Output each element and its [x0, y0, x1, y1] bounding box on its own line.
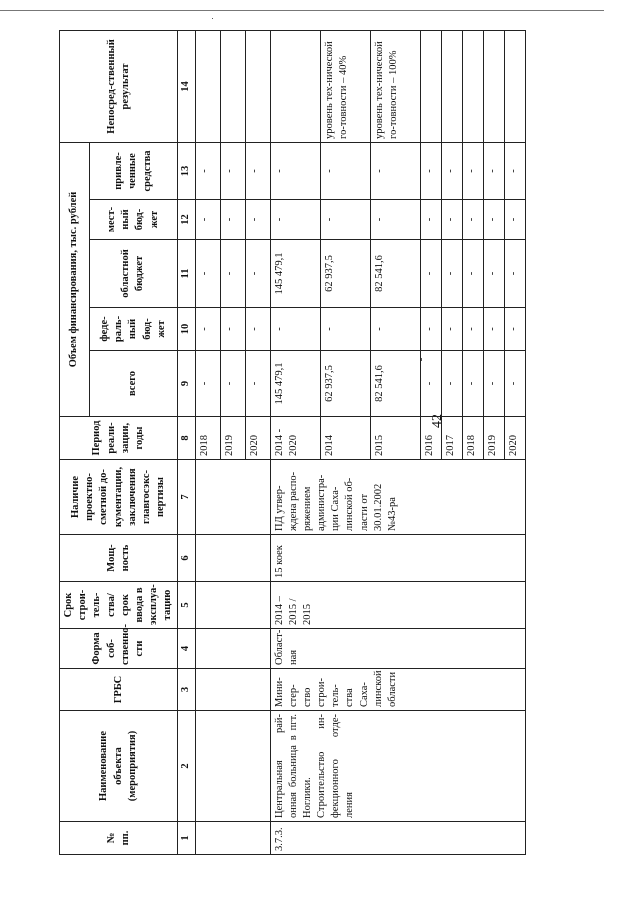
rotated-table-container — [59, 31, 559, 855]
cell-attracted: - — [483, 142, 504, 199]
cell-period: 2016 — [420, 417, 441, 460]
table-row — [195, 30, 220, 854]
col-number: 14 — [178, 30, 195, 142]
header-docs: Наличие проектно-сметной до-кументации, заключения главгосэкс-пертизы — [60, 460, 178, 535]
cell-local: - — [462, 200, 483, 240]
cell-result: уровень тех-нической го-товности – 100% — [370, 30, 420, 142]
cell-period: 2019 — [483, 417, 504, 460]
cell-period: 2020 — [245, 417, 270, 460]
col-number: 13 — [178, 142, 195, 199]
cell-period: 2014 — [320, 417, 370, 460]
cell-grbs: Мини-стер-ство строи-тель-ства Саха-линской области — [270, 669, 525, 711]
cell-power-empty — [195, 535, 270, 582]
cell-total: - — [220, 351, 245, 417]
col-number: 10 — [178, 308, 195, 351]
cell-result — [270, 30, 320, 142]
header-term: Срок строи-тель-ства/срок ввода в эксплуа-тацию — [60, 582, 178, 629]
page-number: 42 — [430, 414, 445, 428]
col-number: 2 — [178, 711, 195, 822]
cell-attracted: - — [220, 142, 245, 199]
scan-mark — [212, 18, 213, 19]
cell-ownership: Област-ная — [270, 629, 525, 669]
cell-term-empty — [195, 582, 270, 629]
cell-total: - — [441, 351, 462, 417]
cell-regional: 82 541,6 — [370, 240, 420, 308]
cell-federal: - — [320, 308, 370, 351]
cell-term: 2014 – 2015 / 2015 — [270, 582, 525, 629]
cell-local: - — [270, 200, 320, 240]
cell-period: 2017 — [441, 417, 462, 460]
cell-federal: - — [462, 308, 483, 351]
cell-period: 2018 — [195, 417, 220, 460]
header-regional: областной бюджет — [89, 240, 178, 308]
cell-attracted: - — [195, 142, 220, 199]
header-grbs: ГРБС — [60, 669, 178, 711]
cell-local: - — [320, 200, 370, 240]
cell-total: - — [504, 351, 525, 417]
col-number: 12 — [178, 200, 195, 240]
cell-regional: - — [420, 240, 441, 308]
cell-regional: 145 479,1 — [270, 240, 320, 308]
cell-grbs-empty — [195, 669, 270, 711]
cell-total: - — [420, 351, 441, 417]
cell-attracted: - — [504, 142, 525, 199]
col-number: 6 — [178, 535, 195, 582]
cell-attracted: - — [420, 142, 441, 199]
header-power: Мощ-ность — [60, 535, 178, 582]
cell-federal: - — [195, 308, 220, 351]
cell-regional: - — [441, 240, 462, 308]
col-number: 1 — [178, 822, 195, 855]
cell-attracted: - — [320, 142, 370, 199]
cell-total: - — [245, 351, 270, 417]
cell-local: - — [195, 200, 220, 240]
header-federal: феде-раль-ный бюд-жет — [89, 308, 178, 351]
cell-attracted: - — [441, 142, 462, 199]
cell-period: 2019 — [220, 417, 245, 460]
header-ownership: Форма соб-ственно-сти — [60, 629, 178, 669]
cell-power: 15 коек — [270, 535, 525, 582]
cell-period: 2018 — [462, 417, 483, 460]
cell-federal: - — [420, 308, 441, 351]
cell-total: 145 479,1 — [270, 351, 320, 417]
cell-regional: 62 937,5 — [320, 240, 370, 308]
cell-regional: - — [462, 240, 483, 308]
header-local: мест-ный бюд-жет — [89, 200, 178, 240]
cell-ownership-empty — [195, 629, 270, 669]
cell-num-empty — [195, 822, 270, 855]
cell-regional: - — [483, 240, 504, 308]
financing-table — [59, 30, 526, 855]
cell-result — [220, 30, 245, 142]
cell-name: Центральная рай-онная больница в пгт. Ноглики. Строительство ин-фекционного отде-ления — [270, 711, 525, 822]
cell-regional: - — [504, 240, 525, 308]
cell-attracted: - — [245, 142, 270, 199]
col-number: 3 — [178, 669, 195, 711]
cell-result — [483, 30, 504, 142]
header-period: Период реали-зации, годы — [60, 417, 178, 460]
cell-result — [504, 30, 525, 142]
col-number: 9 — [178, 351, 195, 417]
header-num: № пп. — [60, 822, 178, 855]
cell-docs: ПД утвер-ждена распо-ряжением администра-ции Саха-линской об-ласти от 30.01.2002 №43-ра — [270, 460, 525, 535]
header-name: Наименование объекта (мероприятия) — [60, 711, 178, 822]
cell-federal: - — [220, 308, 245, 351]
cell-num: 3.7.3. — [270, 822, 525, 855]
col-number: 4 — [178, 629, 195, 669]
header-total: всего — [89, 351, 178, 417]
cell-period: 2020 — [504, 417, 525, 460]
cell-total: - — [195, 351, 220, 417]
cell-regional: - — [220, 240, 245, 308]
cell-local: - — [220, 200, 245, 240]
cell-regional: - — [195, 240, 220, 308]
cell-total: - — [483, 351, 504, 417]
col-number: 7 — [178, 460, 195, 535]
cell-docs-empty — [195, 460, 270, 535]
cell-federal: - — [504, 308, 525, 351]
cell-attracted: - — [270, 142, 320, 199]
header-funding-group: Объем финансирования, тыс. рублей — [60, 142, 90, 416]
top-rule — [0, 10, 604, 11]
cell-local: - — [483, 200, 504, 240]
cell-attracted: - — [370, 142, 420, 199]
col-number: 5 — [178, 582, 195, 629]
col-number: 11 — [178, 240, 195, 308]
cell-local: - — [504, 200, 525, 240]
cell-result — [245, 30, 270, 142]
cell-federal: - — [370, 308, 420, 351]
col-number: 8 — [178, 417, 195, 460]
cell-federal: - — [441, 308, 462, 351]
cell-regional: - — [245, 240, 270, 308]
cell-result — [195, 30, 220, 142]
cell-result — [462, 30, 483, 142]
cell-attracted: - — [462, 142, 483, 199]
table-row — [270, 30, 320, 854]
cell-local: - — [420, 200, 441, 240]
cell-total: 62 937,5 — [320, 351, 370, 417]
cell-result — [420, 30, 441, 142]
cell-period: 2014 - 2020 — [270, 417, 320, 460]
cell-federal: - — [245, 308, 270, 351]
cell-period: 2015 — [370, 417, 420, 460]
cell-federal: - — [270, 308, 320, 351]
cell-total: 82 541,6 — [370, 351, 420, 417]
cell-name-empty — [195, 711, 270, 822]
cell-federal: - — [483, 308, 504, 351]
header-attracted: привле-ченные средства — [89, 142, 178, 199]
cell-local: - — [245, 200, 270, 240]
cell-local: - — [441, 200, 462, 240]
cell-total: - — [462, 351, 483, 417]
header-result: Непосред-ственный результат — [60, 30, 178, 142]
cell-result — [441, 30, 462, 142]
cell-local: - — [370, 200, 420, 240]
cell-result: уровень тех-нической го-товности – 40% — [320, 30, 370, 142]
